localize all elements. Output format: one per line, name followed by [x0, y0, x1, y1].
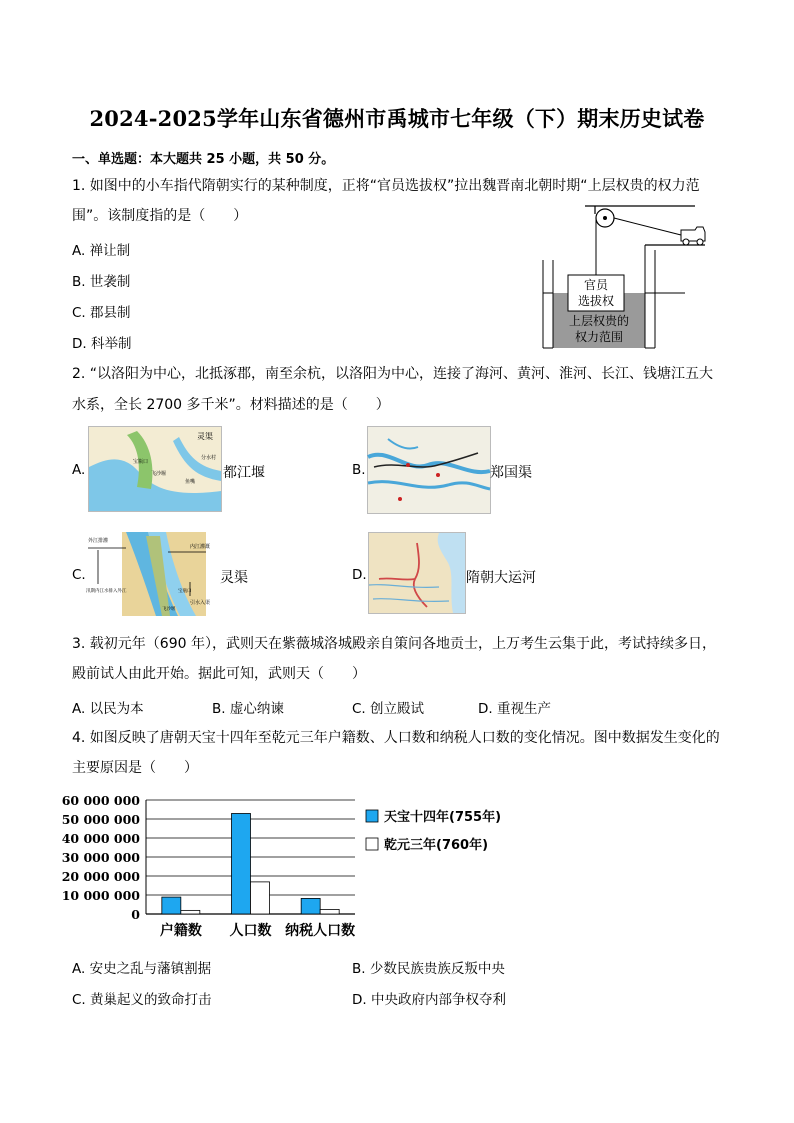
- map-c-label-3: 汛期内江水排入外江: [86, 589, 127, 594]
- q3-option-c[interactable]: C. 创立殿试: [352, 701, 425, 717]
- bar-qianyuan: [251, 882, 270, 914]
- map-a-label-2: 飞沙堰: [151, 471, 167, 477]
- q1-stem-line2: 围”。该制度指的是（ ）: [72, 208, 248, 224]
- map-a-label-4: 分水村: [201, 455, 217, 461]
- y-tick-label: 30 000 000: [61, 850, 140, 865]
- box-label-top: 官员: [583, 278, 609, 292]
- q3-option-b[interactable]: B. 虚心纳谏: [212, 701, 284, 717]
- bar-tianbao: [232, 813, 251, 914]
- x-category-label: 纳税人口数: [285, 923, 356, 939]
- q2-map-c[interactable]: [86, 532, 218, 616]
- map-a-label-title: 灵渠: [197, 432, 213, 441]
- water-label-2: 权力范围: [574, 330, 624, 344]
- y-tick-label: 20 000 000: [61, 869, 140, 884]
- q2-stem-line1: 2. “以洛阳为中心，北抵涿郡，南至余杭，以洛阳为中心，连接了海河、黄河、淮河、长江、钱塘江五大: [72, 366, 714, 382]
- q3-stem-line2: 殿前试人由此开始。据此可知，武则天（ ）: [72, 666, 366, 682]
- q4-option-d[interactable]: D. 中央政府内部争权夺利: [352, 992, 506, 1008]
- q2-option-b-letter[interactable]: B.: [352, 462, 366, 478]
- q1-option-a[interactable]: A. 禅让制: [72, 243, 131, 259]
- x-category-label: 户籍数: [159, 923, 202, 939]
- map-c-label-1: 外江排灌: [88, 538, 109, 544]
- y-tick-label: 40 000 000: [61, 831, 140, 846]
- q3-option-d[interactable]: D. 重视生产: [478, 701, 551, 717]
- map-a-label-1: 宝瓶口: [133, 459, 149, 465]
- q2-option-d-letter[interactable]: D.: [352, 567, 367, 583]
- page-title: 2024-2025学年山东省德州市禹城市七年级（下）期末历史试卷: [89, 106, 705, 131]
- box-label-bottom: 选拔权: [577, 294, 615, 308]
- map-c-label-4: 引水入渠: [190, 600, 211, 606]
- q2-option-a-letter[interactable]: A.: [72, 462, 86, 478]
- q1-option-d[interactable]: D. 科举制: [72, 336, 132, 352]
- q2-option-d-caption[interactable]: 隋朝大运河: [466, 570, 536, 586]
- q2-option-c-letter[interactable]: C.: [72, 567, 86, 583]
- bar-qianyuan: [181, 910, 200, 914]
- map-c-label-2: 内江灌溉: [190, 544, 211, 550]
- q3-stem-line1: 3. 载初元年（690 年），武则天在紫薇城洛城殿亲自策问各地贡士，上万考生云集于此，考试持续多日，: [72, 636, 716, 652]
- q1-option-c[interactable]: C. 郡县制: [72, 305, 131, 321]
- q2-option-c-caption[interactable]: 灵渠: [220, 570, 248, 586]
- q4-option-b[interactable]: B. 少数民族贵族反叛中央: [352, 961, 505, 977]
- map-a-label-3: 鱼嘴: [185, 479, 196, 485]
- bar-tianbao: [162, 897, 181, 914]
- x-category-label: 人口数: [229, 923, 272, 939]
- map-c-label-5: 飞沙堰: [162, 607, 176, 612]
- q2-map-a[interactable]: [88, 426, 222, 512]
- q4-stem-line1: 4. 如图反映了唐朝天宝十四年至乾元三年户籍数、人口数和纳税人口数的变化情况。图中数据发生变化的: [72, 730, 720, 746]
- q4-bar-chart: [61, 790, 520, 945]
- q4-option-a[interactable]: A. 安史之乱与藩镇割据: [72, 961, 212, 977]
- q4-option-c[interactable]: C. 黄巢起义的致命打击: [72, 992, 212, 1008]
- legend-label: 乾元三年(760年): [384, 838, 489, 853]
- section-heading: 一、单选题：本大题共 25 小题，共 50 分。: [72, 152, 335, 167]
- y-tick-label: 10 000 000: [61, 888, 140, 903]
- y-tick-label: 50 000 000: [61, 812, 140, 827]
- y-tick-label: 60 000 000: [61, 793, 140, 808]
- map-c-label-6: 宝瓶口: [178, 589, 192, 594]
- q2-stem-line2: 水系，全长 2700 多千米”。材料描述的是（ ）: [72, 397, 390, 413]
- q1-stem-line1: 1. 如图中的小车指代隋朝实行的某种制度，正将“官员选拔权”拉出魏晋南北朝时期“上层权贵的权力范: [72, 178, 700, 194]
- q3-option-a[interactable]: A. 以民为本: [72, 701, 144, 717]
- y-tick-label: 0: [131, 907, 140, 922]
- q2-map-d[interactable]: [368, 532, 466, 614]
- bar-tianbao: [301, 898, 320, 914]
- q2-map-b[interactable]: [367, 426, 491, 514]
- q1-pulley-figure: [535, 200, 710, 350]
- q4-stem-line2: 主要原因是（ ）: [72, 760, 198, 776]
- q2-option-b-caption[interactable]: 郑国渠: [490, 465, 532, 481]
- legend-swatch: [366, 810, 378, 822]
- legend-swatch: [366, 838, 378, 850]
- q2-option-a-caption[interactable]: 都江堰: [223, 465, 265, 481]
- water-label-1: 上层权贵的: [568, 314, 630, 328]
- legend-label: 天宝十四年(755年): [384, 810, 502, 825]
- q1-option-b[interactable]: B. 世袭制: [72, 274, 131, 290]
- bar-qianyuan: [320, 909, 339, 914]
